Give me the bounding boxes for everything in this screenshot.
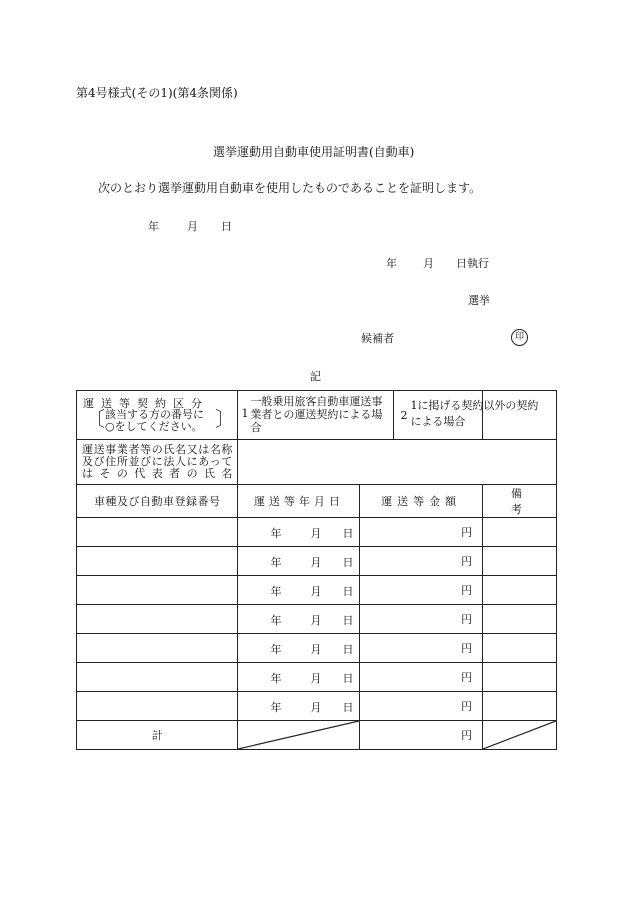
option-1-number: 1 xyxy=(241,407,249,420)
date-cell[interactable]: 年 月 日 xyxy=(238,663,360,692)
table-row xyxy=(77,663,557,692)
contract-row xyxy=(77,391,557,440)
total-date-void-cell xyxy=(238,721,360,750)
date-cell[interactable]: 年 月 日 xyxy=(238,576,360,605)
header-remarks: 備考 xyxy=(483,485,557,518)
amount-cell[interactable]: 円 xyxy=(360,663,483,692)
amount-cell[interactable]: 円 xyxy=(360,692,483,721)
remarks-cell[interactable] xyxy=(483,692,557,721)
bracket-right-icon: 〕 xyxy=(215,407,235,431)
vehicle-cell[interactable] xyxy=(77,605,238,634)
option-2-number: 2 xyxy=(400,409,408,422)
election-label: 選挙 xyxy=(468,294,490,307)
total-row xyxy=(77,721,557,750)
option-1-text: 一般乗用旅客自動車運送事業者との運送契約による場合 xyxy=(250,395,383,434)
remarks-cell[interactable] xyxy=(483,576,557,605)
election-year-label: 年 xyxy=(386,257,397,270)
table-row xyxy=(77,547,557,576)
remarks-cell[interactable] xyxy=(483,634,557,663)
operator-value[interactable] xyxy=(238,440,557,485)
total-remarks-void-cell xyxy=(483,721,557,750)
contract-instruction-line-1: 該当する方の番号に xyxy=(105,408,204,421)
vehicle-cell[interactable] xyxy=(77,634,238,663)
remarks-cell[interactable] xyxy=(483,518,557,547)
vehicle-cell[interactable] xyxy=(77,663,238,692)
option-2-text: 1に掲げる契約以外の契約による場合 xyxy=(410,399,539,428)
total-amount-cell[interactable]: 円 xyxy=(360,721,483,750)
date-cell[interactable]: 年 月 日 xyxy=(238,518,360,547)
header-amount: 運送等金額 xyxy=(360,485,483,518)
date-cell[interactable]: 年 月 日 xyxy=(238,634,360,663)
vehicle-cell[interactable] xyxy=(77,692,238,721)
remarks-cell[interactable] xyxy=(483,663,557,692)
form-id: 第4号様式(その1)(第4条関係) xyxy=(76,86,238,100)
vehicle-cell[interactable] xyxy=(77,518,238,547)
header-vehicle: 車種及び自動車登録番号 xyxy=(77,485,238,518)
diagonal-line-icon xyxy=(238,721,359,749)
header-date: 運送等年月日 xyxy=(238,485,360,518)
date-cell[interactable]: 年 月 日 xyxy=(238,547,360,576)
ki-label: 記 xyxy=(310,370,321,383)
table-row xyxy=(77,576,557,605)
issue-year-label: 年 xyxy=(148,220,159,233)
contract-instruction-line-2: ○をしてください。 xyxy=(105,420,203,433)
amount-cell[interactable]: 円 xyxy=(360,576,483,605)
contract-option-1[interactable] xyxy=(238,391,394,439)
operator-label: 運送事業者等の氏名又は名称及び住所並びに法人にあってはその代表者の氏名 xyxy=(77,440,238,485)
election-execution-label: 日執行 xyxy=(456,257,489,270)
amount-cell[interactable]: 円 xyxy=(360,518,483,547)
vehicle-cell[interactable] xyxy=(77,547,238,576)
remarks-cell[interactable] xyxy=(483,605,557,634)
table-row xyxy=(77,692,557,721)
date-cell[interactable]: 年 月 日 xyxy=(238,605,360,634)
certificate-table xyxy=(76,390,557,750)
operator-row xyxy=(77,440,557,485)
header-row xyxy=(77,485,557,518)
issue-month-label: 月 xyxy=(187,220,198,233)
table-row xyxy=(77,605,557,634)
amount-cell[interactable]: 円 xyxy=(360,547,483,576)
total-label: 計 xyxy=(77,721,238,750)
amount-cell[interactable]: 円 xyxy=(360,634,483,663)
remarks-cell[interactable] xyxy=(483,547,557,576)
bracket-left-icon: 〔 xyxy=(85,407,105,431)
amount-cell[interactable]: 円 xyxy=(360,605,483,634)
contract-option-2[interactable] xyxy=(394,391,539,439)
seal-mark: 印 xyxy=(511,329,528,346)
contract-label: 運送等契約区分 xyxy=(83,397,209,410)
candidate-label: 候補者 xyxy=(361,332,394,345)
table-row xyxy=(77,634,557,663)
diagonal-line-icon xyxy=(483,721,556,749)
table-row xyxy=(77,518,557,547)
vehicle-cell[interactable] xyxy=(77,576,238,605)
document-title: 選挙運動用自動車使用証明書(自動車) xyxy=(213,145,415,159)
statement: 次のとおり選挙運動用自動車を使用したものであることを証明します。 xyxy=(98,181,482,195)
date-cell[interactable]: 年 月 日 xyxy=(238,692,360,721)
issue-day-label: 日 xyxy=(221,220,232,233)
contract-options-cell xyxy=(238,391,539,440)
election-month-label: 月 xyxy=(423,257,434,270)
contract-label-cell xyxy=(77,391,238,440)
contract-instruction xyxy=(105,409,204,433)
